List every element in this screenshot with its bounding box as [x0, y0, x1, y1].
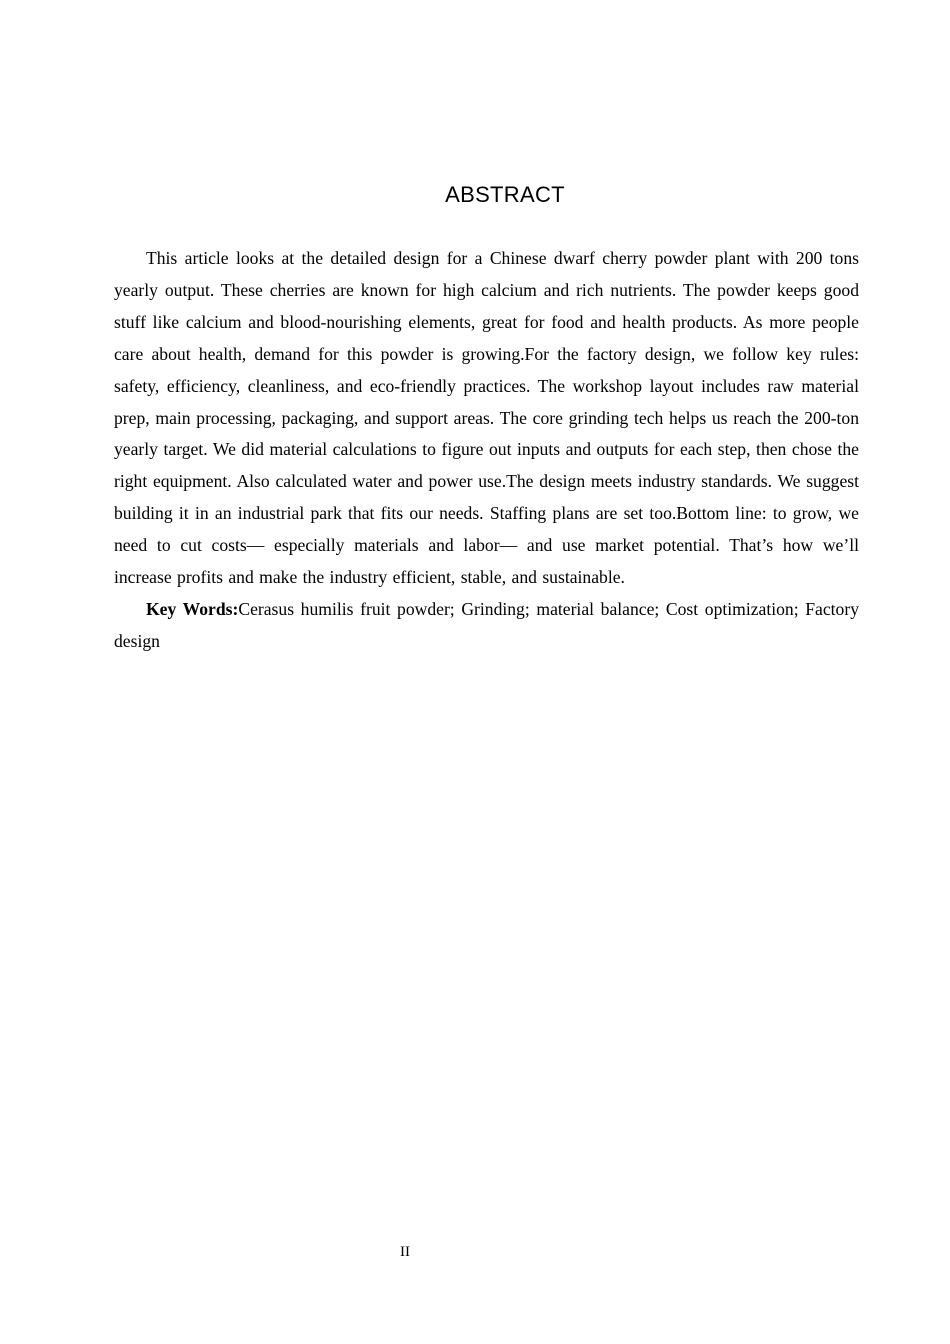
abstract-paragraph: This article looks at the detailed design for a Chinese dwarf cherry powder plant with 200 tons yearly output. These cherries are known for high calcium and rich nutrients. The powder keeps good stuff like calcium and blood-nourishing elements, great for food and health products. As more people care about health, demand for this powder is growing.For the factory design, we follow key rules: safety, efficiency, cleanliness, and eco-friendly practices. The workshop layout includes raw material prep, main processing, packaging, and support areas. The core grinding tech helps us reach the 200-ton yearly target. We did material calculations to figure out inputs and outputs for each step, then chose the right equipment. Also calculated water and power use.The design meets industry standards. We suggest building it in an industrial park that fits our needs. Staffing plans are set too.Bottom line: to grow, we need to cut costs— especially materials and labor— and use market potential. That’s how we’ll increase profits and make the industry efficient, stable, and sustainable. — [114, 248, 859, 588]
keywords-line — [114, 594, 859, 658]
page-number: II — [400, 1244, 410, 1260]
keywords-text: Cerasus humilis fruit powder; Grinding; material balance; Cost optimization; Factory design — [114, 598, 860, 651]
abstract-title: ABSTRACT — [445, 182, 565, 207]
keywords-label: Key Words: — [146, 598, 239, 619]
abstract-body — [114, 243, 859, 658]
